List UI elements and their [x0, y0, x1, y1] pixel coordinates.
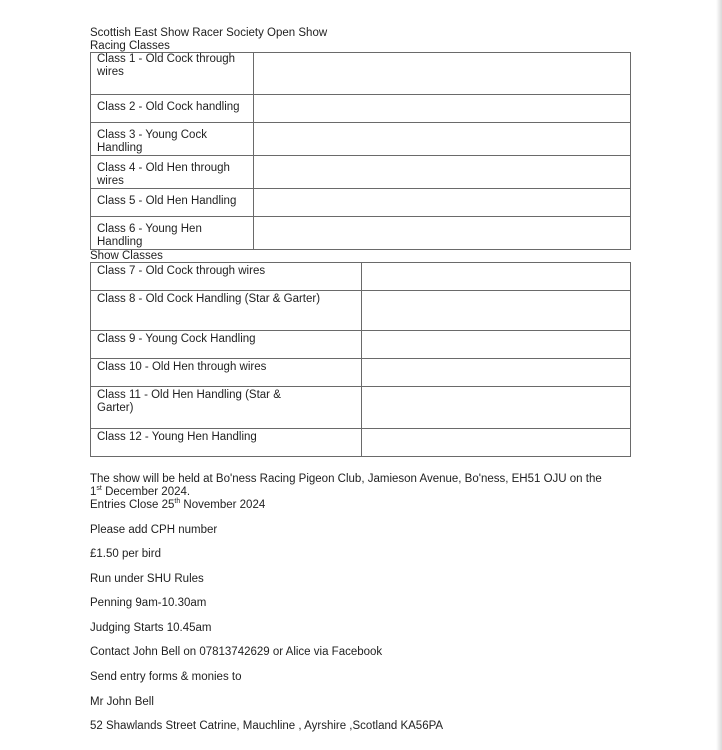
class-label: Class 7 - Old Cock through wires	[91, 263, 362, 291]
entry-cell[interactable]	[254, 156, 631, 189]
recipient-address: 52 Shawlands Street Catrine, Mauchline , Ayrshire ,Scotland KA56PA	[90, 720, 444, 732]
price-note: £1.50 per bird	[90, 548, 161, 560]
send-to-note: Send entry forms & monies to	[90, 671, 242, 683]
entry-cell[interactable]	[254, 53, 631, 95]
entry-cell[interactable]	[254, 217, 631, 250]
class-label: Class 3 - Young Cock Handling	[91, 123, 254, 156]
table-row	[91, 429, 631, 457]
table-row	[91, 387, 631, 429]
entries-close-suffix: th	[174, 498, 181, 506]
class-label	[91, 53, 254, 95]
venue-line: The show will be held at Bo'ness Racing Pigeon Club, Jamieson Avenue, Bo'ness, EH51 OJU on the	[90, 473, 602, 485]
racing-classes-heading: Racing Classes	[90, 40, 170, 52]
class-label: Class 4 - Old Hen through wires	[91, 156, 254, 189]
page-edge-shadow	[716, 0, 722, 750]
entries-close-rest: November 2024	[183, 499, 266, 511]
entry-cell[interactable]	[254, 95, 631, 123]
rules-note: Run under SHU Rules	[90, 573, 204, 585]
table-row	[91, 189, 631, 217]
table-row	[91, 291, 631, 331]
table-row	[91, 359, 631, 387]
class-label: Class 12 - Young Hen Handling	[91, 429, 362, 457]
class-label	[91, 387, 362, 429]
entry-cell[interactable]	[362, 359, 631, 387]
entry-cell[interactable]	[254, 189, 631, 217]
venue-date	[90, 486, 190, 499]
class-label: Class 8 - Old Cock Handling (Star & Garter)	[91, 291, 362, 331]
table-row	[91, 53, 631, 95]
class-label-text: Class 11 - Old Hen Handling (Star & Garter)	[97, 389, 281, 414]
entry-cell[interactable]	[254, 123, 631, 156]
racing-classes-table	[90, 52, 631, 250]
entry-cell[interactable]	[362, 331, 631, 359]
venue-day: 1	[90, 486, 97, 498]
show-classes-heading: Show Classes	[90, 250, 163, 262]
class-label: Class 6 - Young Hen Handling	[91, 217, 254, 250]
venue-date-rest: December 2024.	[105, 486, 191, 498]
entries-close-prefix: Entries Close 25	[90, 499, 175, 511]
document-title: Scottish East Show Racer Society Open Show	[90, 27, 328, 39]
cph-note: Please add CPH number	[90, 524, 218, 536]
show-classes-table	[90, 262, 631, 457]
class-label: Class 5 - Old Hen Handling	[91, 189, 254, 217]
table-row	[91, 217, 631, 250]
class-label: Class 10 - Old Hen through wires	[91, 359, 362, 387]
entry-cell[interactable]	[362, 263, 631, 291]
class-label: Class 9 - Young Cock Handling	[91, 331, 362, 359]
recipient-name: Mr John Bell	[90, 696, 154, 708]
table-row	[91, 123, 631, 156]
judging-note: Judging Starts 10.45am	[90, 622, 212, 634]
entry-cell[interactable]	[362, 429, 631, 457]
class-label-text: Class 1 - Old Cock through wires	[97, 53, 236, 78]
table-row	[91, 156, 631, 189]
contact-note: Contact John Bell on 07813742629 or Alice via Facebook	[90, 646, 383, 658]
table-row	[91, 331, 631, 359]
venue-day-suffix: st	[96, 485, 102, 493]
entry-cell[interactable]	[362, 387, 631, 429]
penning-note: Penning 9am-10.30am	[90, 597, 207, 609]
entry-cell[interactable]	[362, 291, 631, 331]
table-row	[91, 95, 631, 123]
class-label: Class 2 - Old Cock handling	[91, 95, 254, 123]
entries-close	[90, 499, 265, 512]
table-row	[91, 263, 631, 291]
